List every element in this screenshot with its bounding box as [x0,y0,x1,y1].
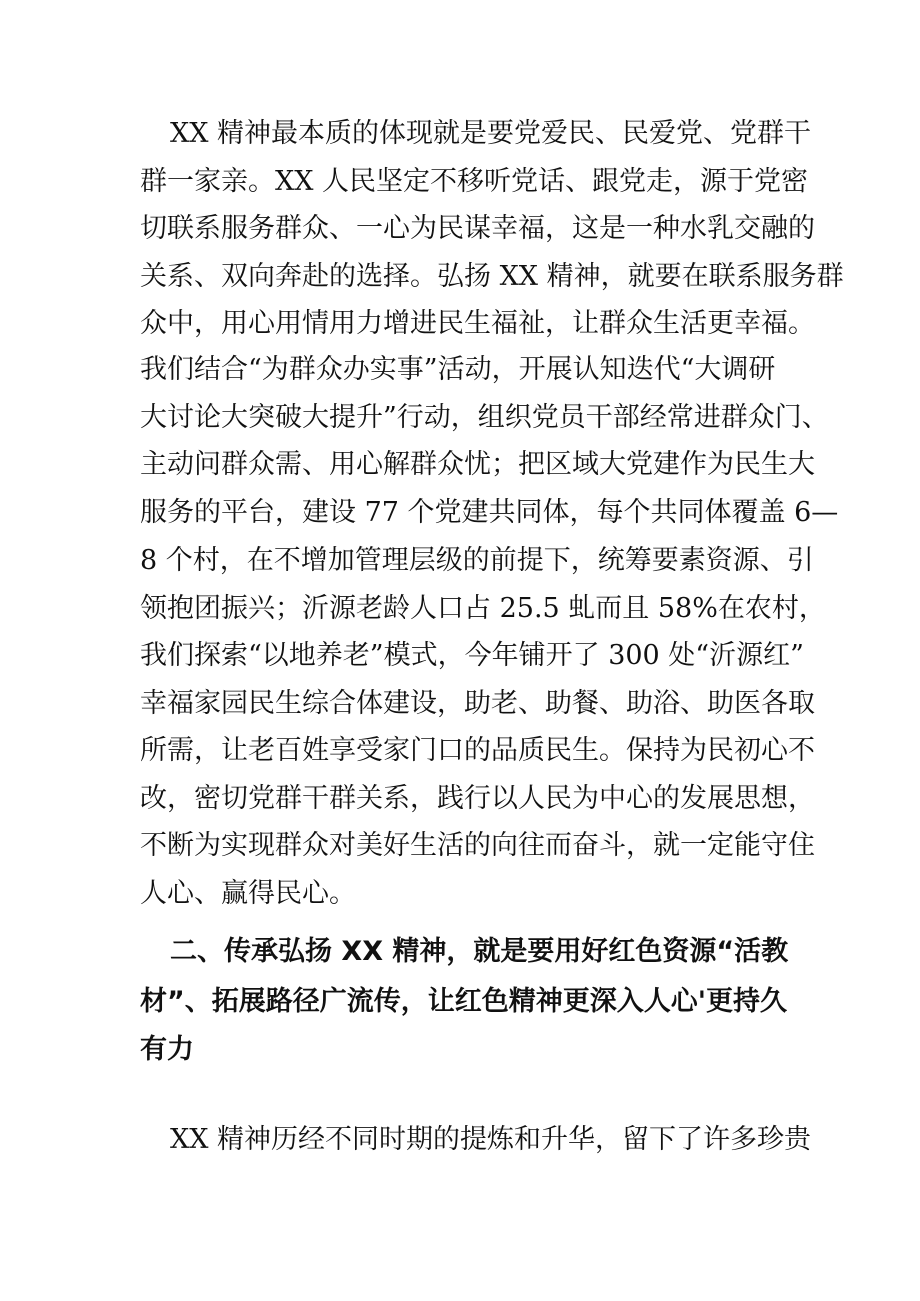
paragraph-line: 领抱团振兴；沂源老龄人口占 25.5 虬而且 58%在农村， [140,593,826,624]
paragraph-line: 不断为实现群众对美好生活的向往而奋斗，就一定能守住 [140,830,815,861]
paragraph-line: XX 精神历经不同时期的提炼和升华，留下了许多珍贵 [170,1124,812,1155]
section-heading-line: 材”、拓展路径广流传，让红色精神更深入人心'更持久 [140,986,788,1017]
paragraph-line: 我们探索“以地养老”模式，今年铺开了 300 处“沂源红” [140,640,804,671]
paragraph-line: 我们结合“为群众办实事”活动，开展认知迭代“大调研 [140,354,776,385]
paragraph-line: 人心、赢得民心。 [140,878,356,909]
section-heading-line: 二、传承弘扬 XX 精神，就是要用好红色资源“活教 [170,936,789,967]
paragraph-line: 服务的平台，建设 77 个党建共同体，每个共同体覆盖 6— [140,497,839,528]
paragraph-line: 改，密切党群干群关系，践行以人民为中心的发展思想， [140,783,815,814]
paragraph-line: 众中，用心用情用力增进民生福祉，让群众生活更幸福。 [140,308,815,339]
paragraph-line: XX 精神最本质的体现就是要党爱民、民爱党、党群干 [170,118,812,149]
section-heading-line: 有力 [140,1034,194,1065]
paragraph-line: 群一家亲。XX 人民坚定不移听党话、跟党走，源于党密 [140,166,809,197]
paragraph-line: 切联系服务群众、一心为民谋幸福，这是一种水乳交融的 [140,213,815,244]
paragraph-line: 所需，让老百姓享受家门口的品质民生。保持为民初心不 [140,735,815,766]
paragraph-line: 主动问群众需、用心解群众忧；把区域大党建作为民生大 [140,449,815,480]
paragraph-line: 关系、双向奔赴的选择。弘扬 XX 精神，就要在联系服务群 [140,261,844,292]
paragraph-line: 8 个村，在不增加管理层级的前提下，统筹要素资源、引 [140,545,814,576]
paragraph-line: 幸福家园民生综合体建设，助老、助餐、助浴、助医各取 [140,688,815,719]
paragraph-line: 大讨论大突破大提升”行动，组织党员干部经常进群众门、 [140,402,829,433]
